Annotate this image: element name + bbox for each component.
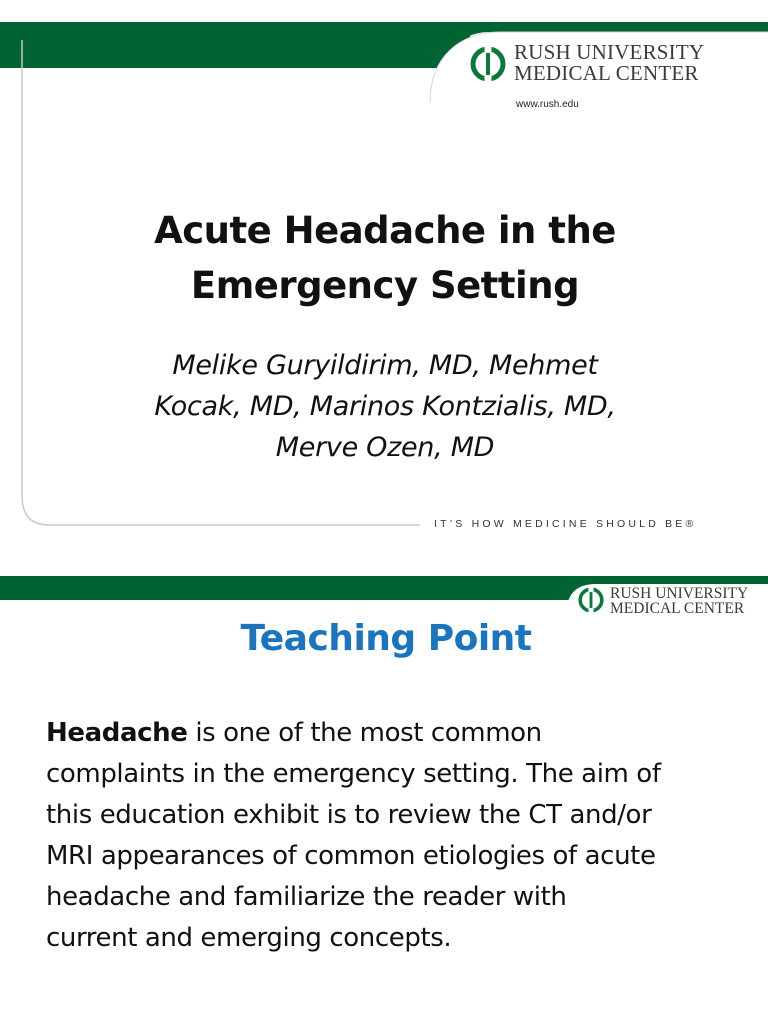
authors-line-1: Melike Guryildirim, MD, Mehmet [172,350,598,381]
body-line-5: headache and familiarize the reader with [46,882,567,912]
website-url: www.rush.edu [516,99,579,110]
logo-line-2: MEDICAL CENTER [610,600,745,617]
body-line-6: current and emerging concepts. [46,923,452,953]
body-line-2: complaints in the emergency setting. The aim of [46,759,661,789]
body-line-3: this education exhibit is to review the CT and/or [46,800,652,830]
tagline: IT’S HOW MEDICINE SHOULD BE® [434,518,697,530]
title-line-2: Emergency Setting [190,264,580,307]
body-bold-term: Headache [46,718,188,748]
body-line-1-rest: is one of the most common [187,718,542,748]
title-line-1: Acute Headache in the [154,209,616,252]
rush-logo-mark-icon [470,46,506,82]
logo-line-1: RUSH UNIVERSITY [514,40,705,64]
logo-line-2: MEDICAL CENTER [514,61,699,85]
authors-line-2: Kocak, MD, Marinos Kontzialis, MD, [154,391,616,422]
body-text [46,713,746,959]
authors-line-3: Merve Ozen, MD [275,432,495,463]
body-line-4: MRI appearances of common etiologies of acute [46,841,656,871]
presentation-title [60,203,710,313]
body-line-1 [46,713,746,754]
rush-logo [470,42,760,92]
teaching-point-slide [0,576,768,1024]
logo-wordmark [514,42,704,84]
slide-title: Teaching Point [240,618,532,659]
authors [80,345,690,468]
rush-logo-mark-icon [578,587,604,613]
rush-logo [578,584,768,620]
logo-line-1: RUSH UNIVERSITY [610,585,749,602]
logo-wordmark [610,586,748,616]
